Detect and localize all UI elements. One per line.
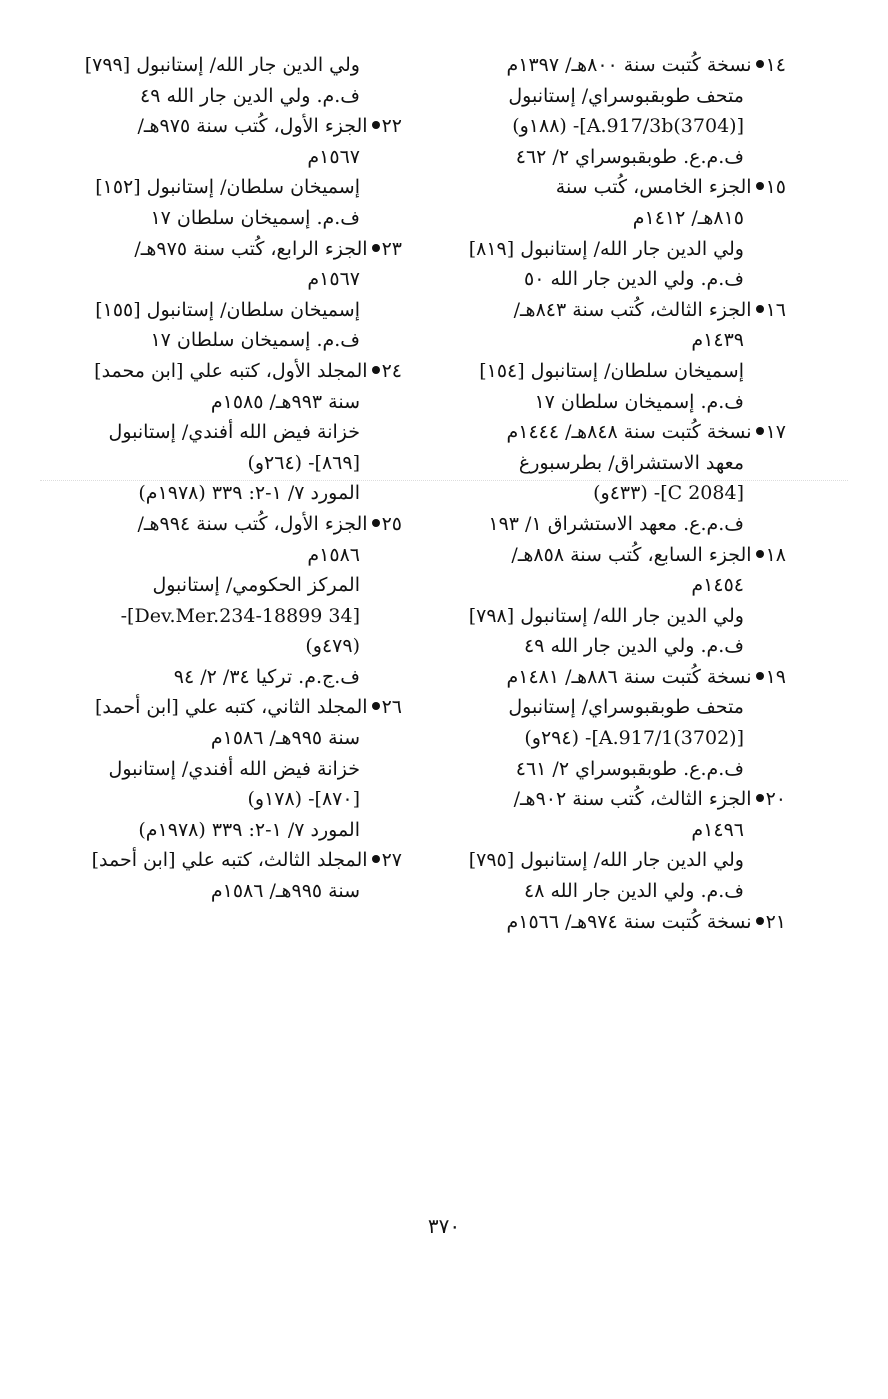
bullet-icon xyxy=(756,917,764,925)
manuscript-entry-line xyxy=(60,815,402,846)
entry-text: ف.م. إسميخان سلطان ١٧ xyxy=(150,206,360,229)
entry-text: ف.م. إسميخان سلطان ١٧ xyxy=(150,329,360,352)
manuscript-entry-line xyxy=(440,509,786,540)
bullet-icon xyxy=(372,244,380,252)
manuscript-entry-line xyxy=(440,601,786,632)
entry-text: خزانة فيض الله أفندي/ إستانبول xyxy=(108,421,360,444)
entry-text: نسخة كُتبت سنة ٨٠٠هـ/ ١٣٩٧م xyxy=(506,54,752,76)
entry-text: ف.م. ولي الدين جار الله ٤٩ xyxy=(523,635,744,658)
bullet-icon xyxy=(372,519,380,527)
entry-text: خزانة فيض الله أفندي/ إستانبول xyxy=(108,757,360,780)
entry-text: متحف طوبقبوسراي/ إستانبول xyxy=(508,84,744,107)
entry-text: المورد ٧/ ١-٢: ٣٣٩ (١٩٧٨م) xyxy=(138,482,360,505)
manuscript-entry-line xyxy=(440,448,786,479)
entry-number: ١٩ xyxy=(765,665,786,688)
manuscript-entry-line xyxy=(60,631,402,662)
manuscript-entry-line xyxy=(60,876,402,907)
page-number: ٣٧٠ xyxy=(427,1214,461,1238)
entry-number: ٢٢ xyxy=(381,115,402,138)
manuscript-entry-line xyxy=(440,142,786,173)
manuscript-entry-heading xyxy=(60,234,402,265)
entry-text: الجزء الرابع، كُتب سنة ٩٧٥هـ/ xyxy=(134,237,368,260)
entry-text: [34 Dev.Mer.234-18899]- xyxy=(120,604,360,627)
entry-number: ١٦ xyxy=(765,298,786,321)
entry-text: إسميخان سلطان/ إستانبول [١٥٥] xyxy=(95,298,360,321)
bullet-icon xyxy=(756,672,764,680)
manuscript-entry-line xyxy=(440,81,786,112)
manuscript-entry-line xyxy=(440,631,786,662)
manuscript-entry-heading xyxy=(440,540,786,571)
entry-text: ١٥٨٦م xyxy=(307,543,360,566)
entry-number: ٢٠ xyxy=(765,788,786,811)
entry-text: [C 2084]- (٤٣٣و) xyxy=(593,482,744,505)
manuscript-entry-heading xyxy=(60,356,402,387)
manuscript-entry-line xyxy=(60,264,402,295)
entry-number: ٢١ xyxy=(765,910,786,933)
entry-text: ف.م.ع. طوبقبوسراي ٢/ ٤٦١ xyxy=(515,757,744,780)
entry-text: المورد ٧/ ١-٢: ٣٣٩ (١٩٧٨م) xyxy=(138,818,360,841)
manuscript-entry-line xyxy=(60,601,402,632)
entry-text: ف.م. ولي الدين جار الله ٤٩ xyxy=(139,84,360,107)
entry-text: ١٤٥٤م xyxy=(691,574,744,597)
manuscript-entry-heading xyxy=(60,111,402,142)
manuscript-entry-line xyxy=(60,142,402,173)
left-column xyxy=(60,50,402,907)
entry-text: المركز الحكومي/ إستانبول xyxy=(152,574,360,597)
manuscript-entry-line xyxy=(440,754,786,785)
entry-text: ف.م.ع. معهد الاستشراق ١/ ١٩٣ xyxy=(488,512,744,535)
manuscript-entry-heading xyxy=(60,509,402,540)
manuscript-entry-line xyxy=(60,784,402,815)
manuscript-entry-line xyxy=(440,876,786,907)
entry-text: ١٤٣٩م xyxy=(691,329,744,352)
entry-number: ١٨ xyxy=(765,543,786,566)
manuscript-entry-line xyxy=(60,81,402,112)
bullet-icon xyxy=(756,550,764,558)
entry-text: المجلد الثاني، كتبه علي [ابن أحمد] xyxy=(94,696,368,719)
manuscript-entry-line xyxy=(440,815,786,846)
bullet-icon xyxy=(756,60,764,68)
entry-text: ف.م. ولي الدين جار الله ٥٠ xyxy=(523,268,744,291)
entry-text: ٨١٥هـ/ ١٤١٢م xyxy=(632,206,744,229)
entry-number: ١٥ xyxy=(765,176,786,199)
manuscript-entry-line xyxy=(60,570,402,601)
bullet-icon xyxy=(756,305,764,313)
manuscript-entry-line xyxy=(440,356,786,387)
bullet-icon xyxy=(372,702,380,710)
entry-text: المجلد الثالث، كتبه علي [ابن أحمد] xyxy=(91,849,368,872)
manuscript-entry-heading xyxy=(440,417,786,448)
entry-number: ٢٣ xyxy=(381,237,402,260)
manuscript-entry-line xyxy=(60,295,402,326)
manuscript-entry-line xyxy=(60,387,402,418)
entry-text: الجزء الثالث، كُتب سنة ٨٤٣هـ/ xyxy=(513,298,752,321)
entry-text: إسميخان سلطان/ إستانبول [١٥٢] xyxy=(95,176,360,199)
entry-text: [٨٧٠]- (١٧٨و) xyxy=(247,788,360,811)
manuscript-entry-line xyxy=(440,478,786,509)
manuscript-entry-heading xyxy=(440,662,786,693)
entry-text: الجزء السابع، كُتب سنة ٨٥٨هـ/ xyxy=(511,543,752,566)
entry-text: [A.917/3b(3704)]- (١٨٨و) xyxy=(512,115,744,138)
manuscript-entry-heading xyxy=(60,845,402,876)
entry-text: ١٤٩٦م xyxy=(691,818,744,841)
entry-text: ف.م.ع. طوبقبوسراي ٢/ ٤٦٢ xyxy=(515,145,744,168)
bullet-icon xyxy=(372,121,380,129)
entry-text: المجلد الأول، كتبه علي [ابن محمد] xyxy=(94,359,368,382)
entry-text: الجزء الخامس، كُتب سنة xyxy=(555,176,752,199)
manuscript-entry-line xyxy=(60,723,402,754)
entry-text: ولي الدين جار الله/ إستانبول [٧٩٩] xyxy=(84,54,360,76)
entry-text: نسخة كُتبت سنة ٩٧٤هـ/ ١٥٦٦م xyxy=(506,910,752,933)
manuscript-entry-line xyxy=(440,325,786,356)
entry-text: الجزء الأول، كُتب سنة ٩٧٥هـ/ xyxy=(137,115,368,138)
manuscript-entry-heading xyxy=(60,692,402,723)
manuscript-entry-heading xyxy=(440,784,786,815)
manuscript-entry-line xyxy=(60,478,402,509)
manuscript-entry-line xyxy=(60,448,402,479)
manuscript-entry-line xyxy=(60,203,402,234)
entry-text: ولي الدين جار الله/ إستانبول [٧٩٥] xyxy=(468,849,744,872)
entry-text: الجزء الثالث، كُتب سنة ٩٠٢هـ/ xyxy=(513,788,752,811)
entry-number: ٢٦ xyxy=(381,696,402,719)
manuscript-entry-line xyxy=(440,387,786,418)
manuscript-entry-line xyxy=(60,417,402,448)
entry-number: ٢٥ xyxy=(381,512,402,535)
entry-text: ف.م. ولي الدين جار الله ٤٨ xyxy=(523,880,744,903)
manuscript-entry-line xyxy=(440,264,786,295)
entry-text: ١٥٦٧م xyxy=(307,268,360,291)
entry-text: سنة ٩٩٣هـ/ ١٥٨٥م xyxy=(210,390,360,413)
manuscript-entry-line xyxy=(440,845,786,876)
manuscript-entry-heading xyxy=(440,907,786,938)
manuscript-entry-line xyxy=(60,540,402,571)
bullet-icon xyxy=(372,855,380,863)
manuscript-entry-line xyxy=(440,111,786,142)
manuscript-entry-heading xyxy=(440,295,786,326)
entry-text: ف.م. إسميخان سلطان ١٧ xyxy=(534,390,744,413)
entry-number: ١٤ xyxy=(765,54,786,76)
entry-text: إسميخان سلطان/ إستانبول [١٥٤] xyxy=(479,359,744,382)
entry-text: متحف طوبقبوسراي/ إستانبول xyxy=(508,696,744,719)
entry-number: ١٧ xyxy=(765,421,786,444)
manuscript-entry-line xyxy=(60,50,402,81)
entry-text: ولي الدين جار الله/ إستانبول [٧٩٨] xyxy=(468,604,744,627)
entry-text: ١٥٦٧م xyxy=(307,145,360,168)
bullet-icon xyxy=(756,794,764,802)
entry-text: معهد الاستشراق/ بطرسبورغ xyxy=(518,451,744,474)
entry-text: نسخة كُتبت سنة ٨٤٨هـ/ ١٤٤٤م xyxy=(506,421,752,444)
entry-number: ٢٤ xyxy=(381,359,402,382)
entry-text: [A.917/1(3702)]- (٢٩٤و) xyxy=(524,727,744,750)
entry-text: الجزء الأول، كُتب سنة ٩٩٤هـ/ xyxy=(137,512,368,535)
bullet-icon xyxy=(756,182,764,190)
manuscript-entry-line xyxy=(60,662,402,693)
entry-text: [٨٦٩]- (٢٦٤و) xyxy=(247,451,360,474)
bullet-icon xyxy=(756,427,764,435)
manuscript-entry-line xyxy=(60,325,402,356)
manuscript-entry-line xyxy=(440,692,786,723)
manuscript-entry-line xyxy=(60,754,402,785)
entry-text: سنة ٩٩٥هـ/ ١٥٨٦م xyxy=(210,880,360,903)
manuscript-entry-line xyxy=(440,234,786,265)
entry-number: ٢٧ xyxy=(381,849,402,872)
bullet-icon xyxy=(372,366,380,374)
manuscript-entry-line xyxy=(440,723,786,754)
manuscript-entry-line xyxy=(440,570,786,601)
entry-text: ف.ج.م. تركيا ٣٤/ ٢/ ٩٤ xyxy=(173,665,360,688)
entry-text: نسخة كُتبت سنة ٨٨٦هـ/ ١٤٨١م xyxy=(506,665,752,688)
right-column xyxy=(440,50,786,937)
entry-text: (٤٧٩و) xyxy=(305,635,360,658)
manuscript-entry-line xyxy=(440,203,786,234)
manuscript-entry-line xyxy=(60,172,402,203)
manuscript-entry-heading xyxy=(440,50,786,81)
entry-text: سنة ٩٩٥هـ/ ١٥٨٦م xyxy=(210,727,360,750)
entry-text: ولي الدين جار الله/ إستانبول [٨١٩] xyxy=(468,237,744,260)
manuscript-entry-heading xyxy=(440,172,786,203)
